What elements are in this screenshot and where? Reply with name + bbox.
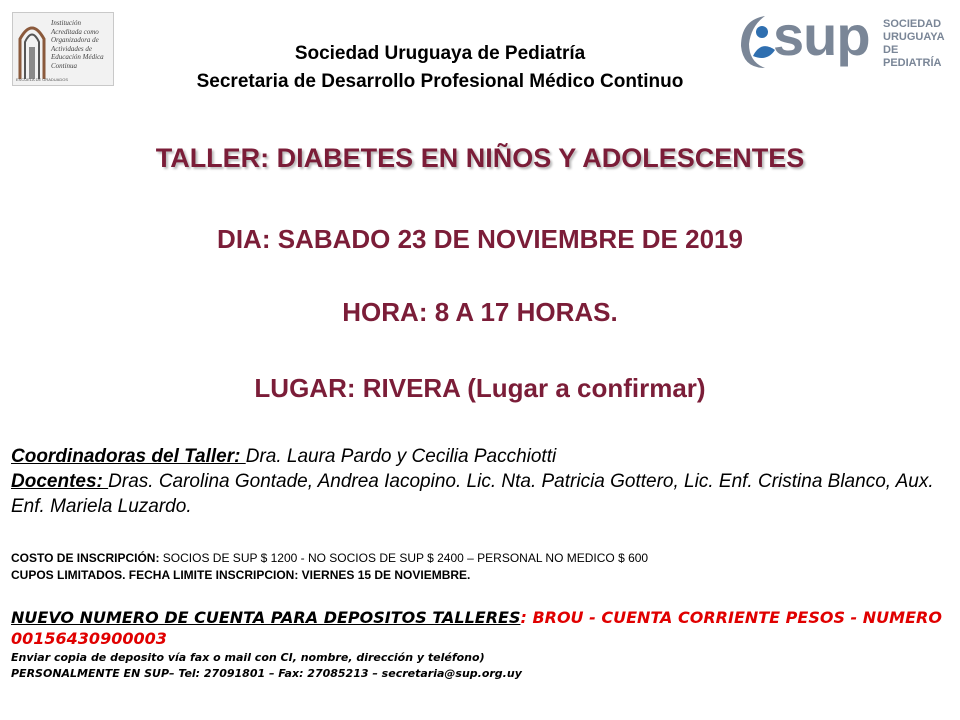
sup-logo bbox=[735, 6, 955, 78]
event-date: DIA: SABADO 23 DE NOVIEMBRE DE 2019 bbox=[217, 224, 743, 254]
deposit-label: NUEVO NUMERO DE CUENTA PARA DEPOSITOS TALLERES bbox=[11, 608, 521, 627]
department-name: Secretaria de Desarrollo Profesional Médico Continuo bbox=[196, 71, 684, 92]
staff-section bbox=[11, 444, 956, 519]
cost-value: SOCIOS DE SUP $ 1200 - NO SOCIOS DE SUP $ 2400 – PERSONAL NO MEDICO $ 600 bbox=[162, 551, 649, 565]
sup-wordmark: sup bbox=[773, 4, 870, 67]
teachers-label: Docentes: bbox=[11, 471, 109, 492]
org-name: Sociedad Uruguaya de Pediatría bbox=[294, 43, 586, 64]
coordinators-line bbox=[11, 444, 956, 469]
workshop-title: TALLER: DIABETES EN NIÑOS Y ADOLESCENTES bbox=[155, 143, 805, 173]
deposit-note: Enviar copia de deposito vía fax o mail con CI, nombre, dirección y teléfono) bbox=[11, 651, 485, 664]
coordinators-label: Coordinadoras del Taller: bbox=[11, 446, 246, 467]
deadline: . FECHA LIMITE INSCRIPCION: VIERNES 15 DE NOVIEMBRE. bbox=[122, 568, 471, 582]
coordinators-value: Dra. Laura Pardo y Cecilia Pacchiotti bbox=[245, 446, 557, 467]
event-place: LUGAR: RIVERA (Lugar a confirmar) bbox=[254, 373, 706, 403]
teachers-line bbox=[11, 469, 956, 519]
contact-info: PERSONALMENTE EN SUP– Tel: 27091801 – Fax: 27085213 – secretaria@sup.org.uy bbox=[11, 667, 522, 680]
event-time: HORA: 8 A 17 HORAS. bbox=[342, 297, 618, 327]
limited-line bbox=[11, 567, 956, 584]
cost-line bbox=[11, 550, 956, 567]
limited-spots: CUPOS LIMITADOS bbox=[11, 568, 123, 582]
deposit-section bbox=[11, 607, 956, 681]
sup-fullname: SOCIEDAD URUGUAYA DE PEDIATRÍA bbox=[883, 18, 945, 69]
teachers-value: Dras. Carolina Gontade, Andrea Iacopino. Lic. Nta. Patricia Gottero, Lic. Enf. Cristina Blanco, Aux. Enf. Mariela Luzardo. bbox=[11, 471, 934, 517]
account-number: : BROU - CUENTA CORRIENTE PESOS - NUMERO 00156430900003 bbox=[11, 608, 942, 648]
accreditation-footer: ESCUELA DE GRADUADOS bbox=[16, 77, 69, 82]
accreditation-text: Institución Acreditada como Organizadora de Actividades de Educación Médica Continua bbox=[51, 19, 104, 70]
costs-section bbox=[11, 550, 956, 584]
cost-label: COSTO DE INSCRIPCIÓN: bbox=[11, 551, 163, 565]
